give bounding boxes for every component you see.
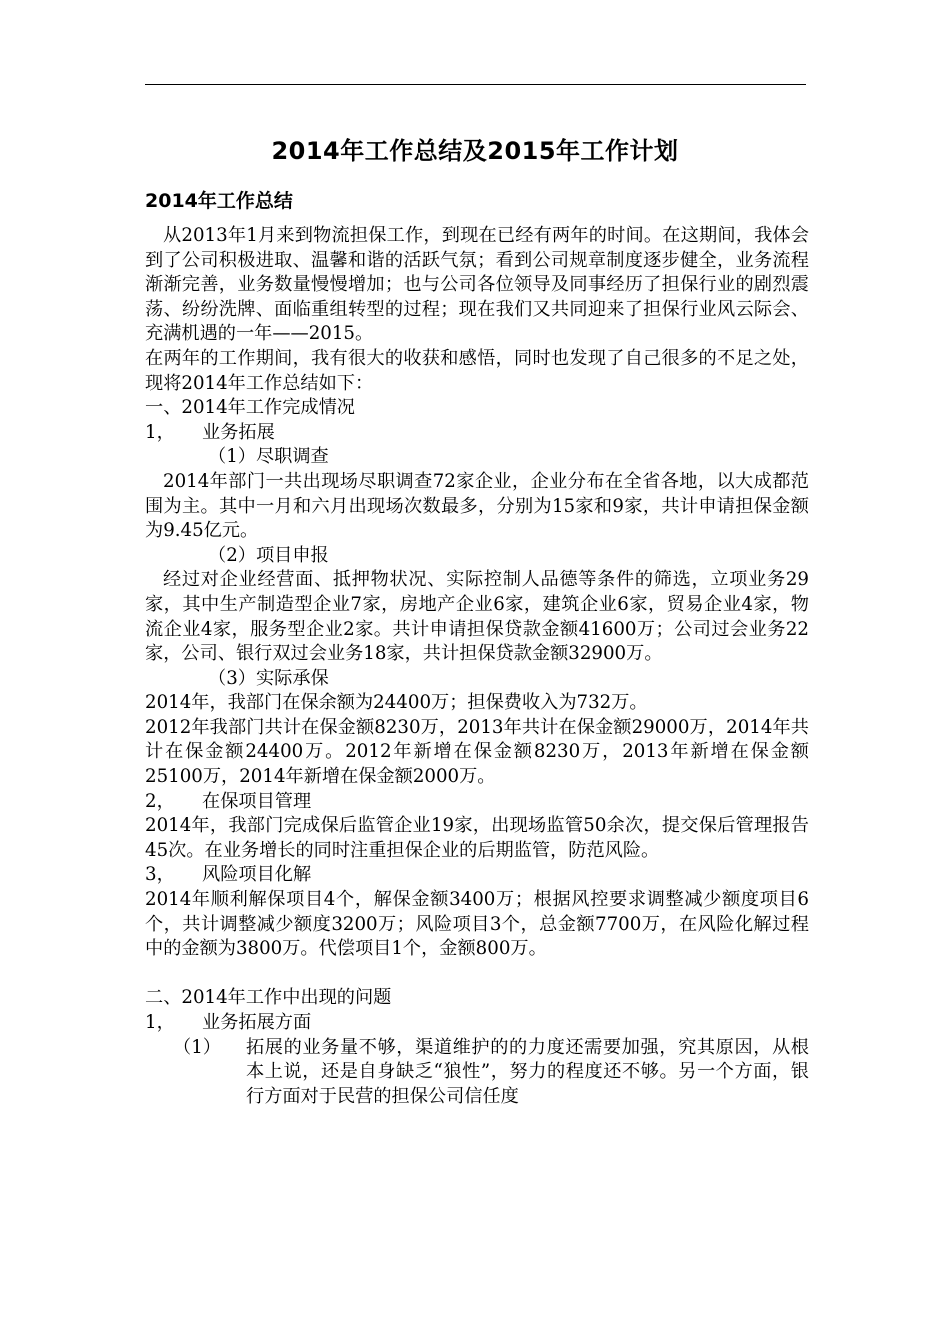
- intro-paragraph-2: 在两年的工作期间，我有很大的收获和感悟，同时也发现了自己很多的不足之处，现将2014年工作总结如下：: [145, 347, 809, 394]
- part2-item-1: [145, 1011, 809, 1036]
- due-diligence-paragraph: 2014年部门一共出现场尽职调查72家企业，企业分布在全省各地，以大成都范围为主。其中一月和六月出现场次数最多，分别为15家和9家，共计申请担保金额为9.45亿元。: [145, 470, 809, 542]
- sub-heading-actual-underwriting: （3）实际承保: [208, 667, 329, 689]
- part1-item-3: [145, 863, 809, 888]
- part1-heading: 一、2014年工作完成情况: [145, 397, 355, 419]
- part2-heading: 二、2014年工作中出现的问题: [145, 987, 392, 1009]
- sub-heading-due-diligence: （1）尽职调查: [208, 446, 329, 468]
- header-rule: [145, 84, 806, 85]
- actual-underwriting-paragraph-2: 2012年我部门共计在保金额8230万，2013年共计在保金额29000万，2014年共计在保金额24400万。2012年新增在保金额8230万，2013年新增在保金额25100万，2014年新增在保金额2000万。: [145, 716, 809, 788]
- item-number: 2，: [145, 790, 175, 812]
- project-management-paragraph: 2014年，我部门完成保后监管企业19家，出现场监管50余次，提交保后管理报告45次。在业务增长的同时注重担保企业的后期监管，防范风险。: [145, 815, 809, 861]
- risk-resolution-paragraph: 2014年顺利解保项目4个，解保金额3400万；根据风控要求调整减少额度项目6个，共计调整减少额度3200万；风险项目3个，总金额7700万，在风险化解过程中的金额为3800万。代偿项目1个，金额800万。: [145, 889, 809, 960]
- project-application-paragraph: 经过对企业经营面、抵押物状况、实际控制人品德等条件的筛选，立项业务29家，其中生产制造型企业7家，房地产企业6家，建筑企业6家，贸易企业4家，物流企业4家，服务型企业2家。共计申请担保贷款金额41600万；公司过会业务22家，公司、银行双过会业务18家，共计担保贷款金额32900万。: [145, 569, 809, 665]
- sub-item-number: （1）: [173, 1036, 221, 1058]
- item-number: 1，: [145, 1012, 175, 1033]
- actual-underwriting-paragraph-1: 2014年，我部门在保余额为24400万；担保费收入为732万。: [145, 692, 648, 714]
- item-title: 业务拓展: [202, 421, 275, 443]
- intro-paragraph-1: 从2013年1月来到物流担保工作，到现在已经有两年的时间。在这期间，我体会到了公司积极进取、温馨和谐的活跃气氛；看到公司规章制度逐步健全，业务流程渐渐完善，业务数量慢慢增加；也与公司各位领导及同事经历了担保行业的剧烈震荡、纷纷洗牌、面临重组转型的过程；现在我们又共同迎来了担保行业风云际会、充满机遇的一年——2015。: [145, 225, 809, 345]
- item-number: 1，: [145, 421, 175, 443]
- sub-item-text: 拓展的业务量不够，渠道维护的的力度还需要加强，究其原因，从根本上说，还是自身缺乏“狼性”，努力的程度还不够。另一个方面，银行方面对于民营的担保公司信任度: [246, 1036, 809, 1107]
- sub-heading-project-application: （2）项目申报: [208, 544, 329, 566]
- blank-line: [145, 962, 809, 987]
- item-title: 业务拓展方面: [202, 1012, 312, 1033]
- item-title: 风险项目化解: [202, 864, 312, 886]
- part1-item-2: [145, 790, 809, 815]
- item-number: 3，: [145, 864, 175, 886]
- part1-item-1: [145, 421, 809, 446]
- part2-sub-item-1: [145, 1036, 809, 1110]
- document-title: 2014年工作总结及2015年工作计划: [271, 137, 679, 165]
- item-title: 在保项目管理: [202, 790, 312, 812]
- document-body: [145, 224, 809, 1109]
- section-heading: 2014年工作总结: [145, 190, 293, 212]
